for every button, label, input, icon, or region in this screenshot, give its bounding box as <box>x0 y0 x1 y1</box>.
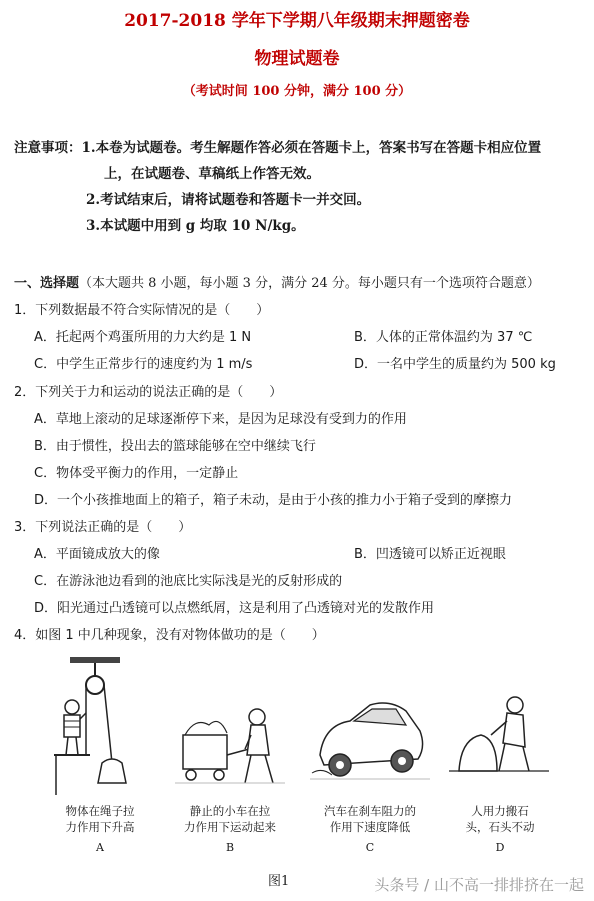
figure-a-caption-1: 物体在绳子拉 <box>65 804 135 818</box>
option-row <box>14 351 584 378</box>
section-heading <box>14 272 584 291</box>
figure-b-caption-1: 静止的小车在拉 <box>189 804 271 818</box>
option-d: D．一个小孩推地面上的箱子，箱子未动，是由于小孩的推力小于箱子受到的摩擦力 <box>34 493 513 508</box>
option-c: C．在游泳池边看到的池底比实际浅是光的反射形成的 <box>34 574 343 589</box>
question-2 <box>14 379 584 514</box>
figure-a <box>40 655 160 855</box>
question-stem: 4．如图 1 中几种现象，没有对物体做功的是（ ） <box>14 628 325 643</box>
option-d: D．一名中学生的质量约为 500 kg <box>354 357 556 372</box>
figure-c <box>310 655 430 855</box>
push-stone-illustration <box>445 655 555 795</box>
question-4 <box>14 622 584 649</box>
figure-d-letter: D <box>495 841 505 854</box>
option-a: A．平面镜成放大的像 <box>34 547 160 562</box>
figure-c-letter: C <box>365 841 375 854</box>
figure-c-caption-2: 作用下速度降低 <box>329 820 411 834</box>
option-c: C．中学生正常步行的速度约为 1 m/s <box>34 357 253 372</box>
option-b: B．凹透镜可以矫正近视眼 <box>354 547 506 562</box>
option-a: A．草地上滚动的足球逐渐停下来，是因为足球没有受到力的作用 <box>34 412 407 427</box>
figure-b-letter: B <box>225 841 235 854</box>
figure-c-caption-1: 汽车在刹车阻力的 <box>324 804 416 818</box>
notice-line-3: 2.考试结束后，请将试题卷和答题卡一并交回。 <box>86 192 371 208</box>
notice-line-4: 3.本试题中用到 g 均取 10 N/kg。 <box>86 218 305 234</box>
figure-label: 图1 <box>268 874 290 889</box>
figure-1-panel <box>40 655 570 865</box>
watermark: 头条号 / 山不高一排排挤在一起 <box>374 876 584 894</box>
figure-a-letter: A <box>96 841 104 854</box>
pulley-lift-illustration <box>50 655 150 795</box>
option-b: B．人体的正常体温约为 37 ℃ <box>354 330 533 345</box>
option-d: D．阳光通过凸透镜可以点燃纸屑，这是利用了凸透镜对光的发散作用 <box>34 601 435 616</box>
option-b: B．由于惯性，投出去的篮球能够在空中继续飞行 <box>34 439 316 454</box>
paper-subtitle: 物理试题卷 <box>254 49 340 69</box>
car-braking-illustration <box>310 655 430 795</box>
figure-a-caption-2: 力作用下升高 <box>65 820 135 834</box>
section-title: 一、选择题 <box>14 276 80 291</box>
question-3 <box>14 514 584 622</box>
option-row <box>14 324 584 351</box>
figure-d <box>440 655 560 855</box>
option-row <box>14 541 584 568</box>
question-stem: 3．下列说法正确的是（ ） <box>14 520 192 535</box>
exam-title: 2017-2018 学年下学期八年级期末押题密卷 <box>124 11 470 31</box>
option-c: C．物体受平衡力的作用，一定静止 <box>34 466 239 481</box>
notice-block <box>14 135 580 239</box>
question-1 <box>14 297 584 378</box>
option-a: A．托起两个鸡蛋所用的力大约是 1 N <box>34 330 252 345</box>
cart-pull-illustration <box>175 655 285 795</box>
figure-d-caption-1: 人用力搬石 <box>471 804 529 818</box>
section-desc: （本大题共 8 小题，每小题 3 分，满分 24 分。每小题只有一个选项符合题意） <box>79 276 540 291</box>
exam-info: （考试时间 100 分钟，满分 100 分） <box>182 84 412 99</box>
question-stem: 1．下列数据最不符合实际情况的是（ ） <box>14 303 270 318</box>
notice-line-1: 注意事项：1.本卷为试题卷。考生解题作答必须在答题卡上，答案书写在答题卡相应位置 <box>14 140 542 156</box>
figure-b-caption-2: 力作用下运动起来 <box>184 820 276 834</box>
figure-d-caption-2: 头，石头不动 <box>465 820 535 834</box>
question-stem: 2．下列关于力和运动的说法正确的是（ ） <box>14 385 283 400</box>
notice-line-2: 上，在试题卷、草稿纸上作答无效。 <box>104 166 320 182</box>
figure-b <box>170 655 290 855</box>
